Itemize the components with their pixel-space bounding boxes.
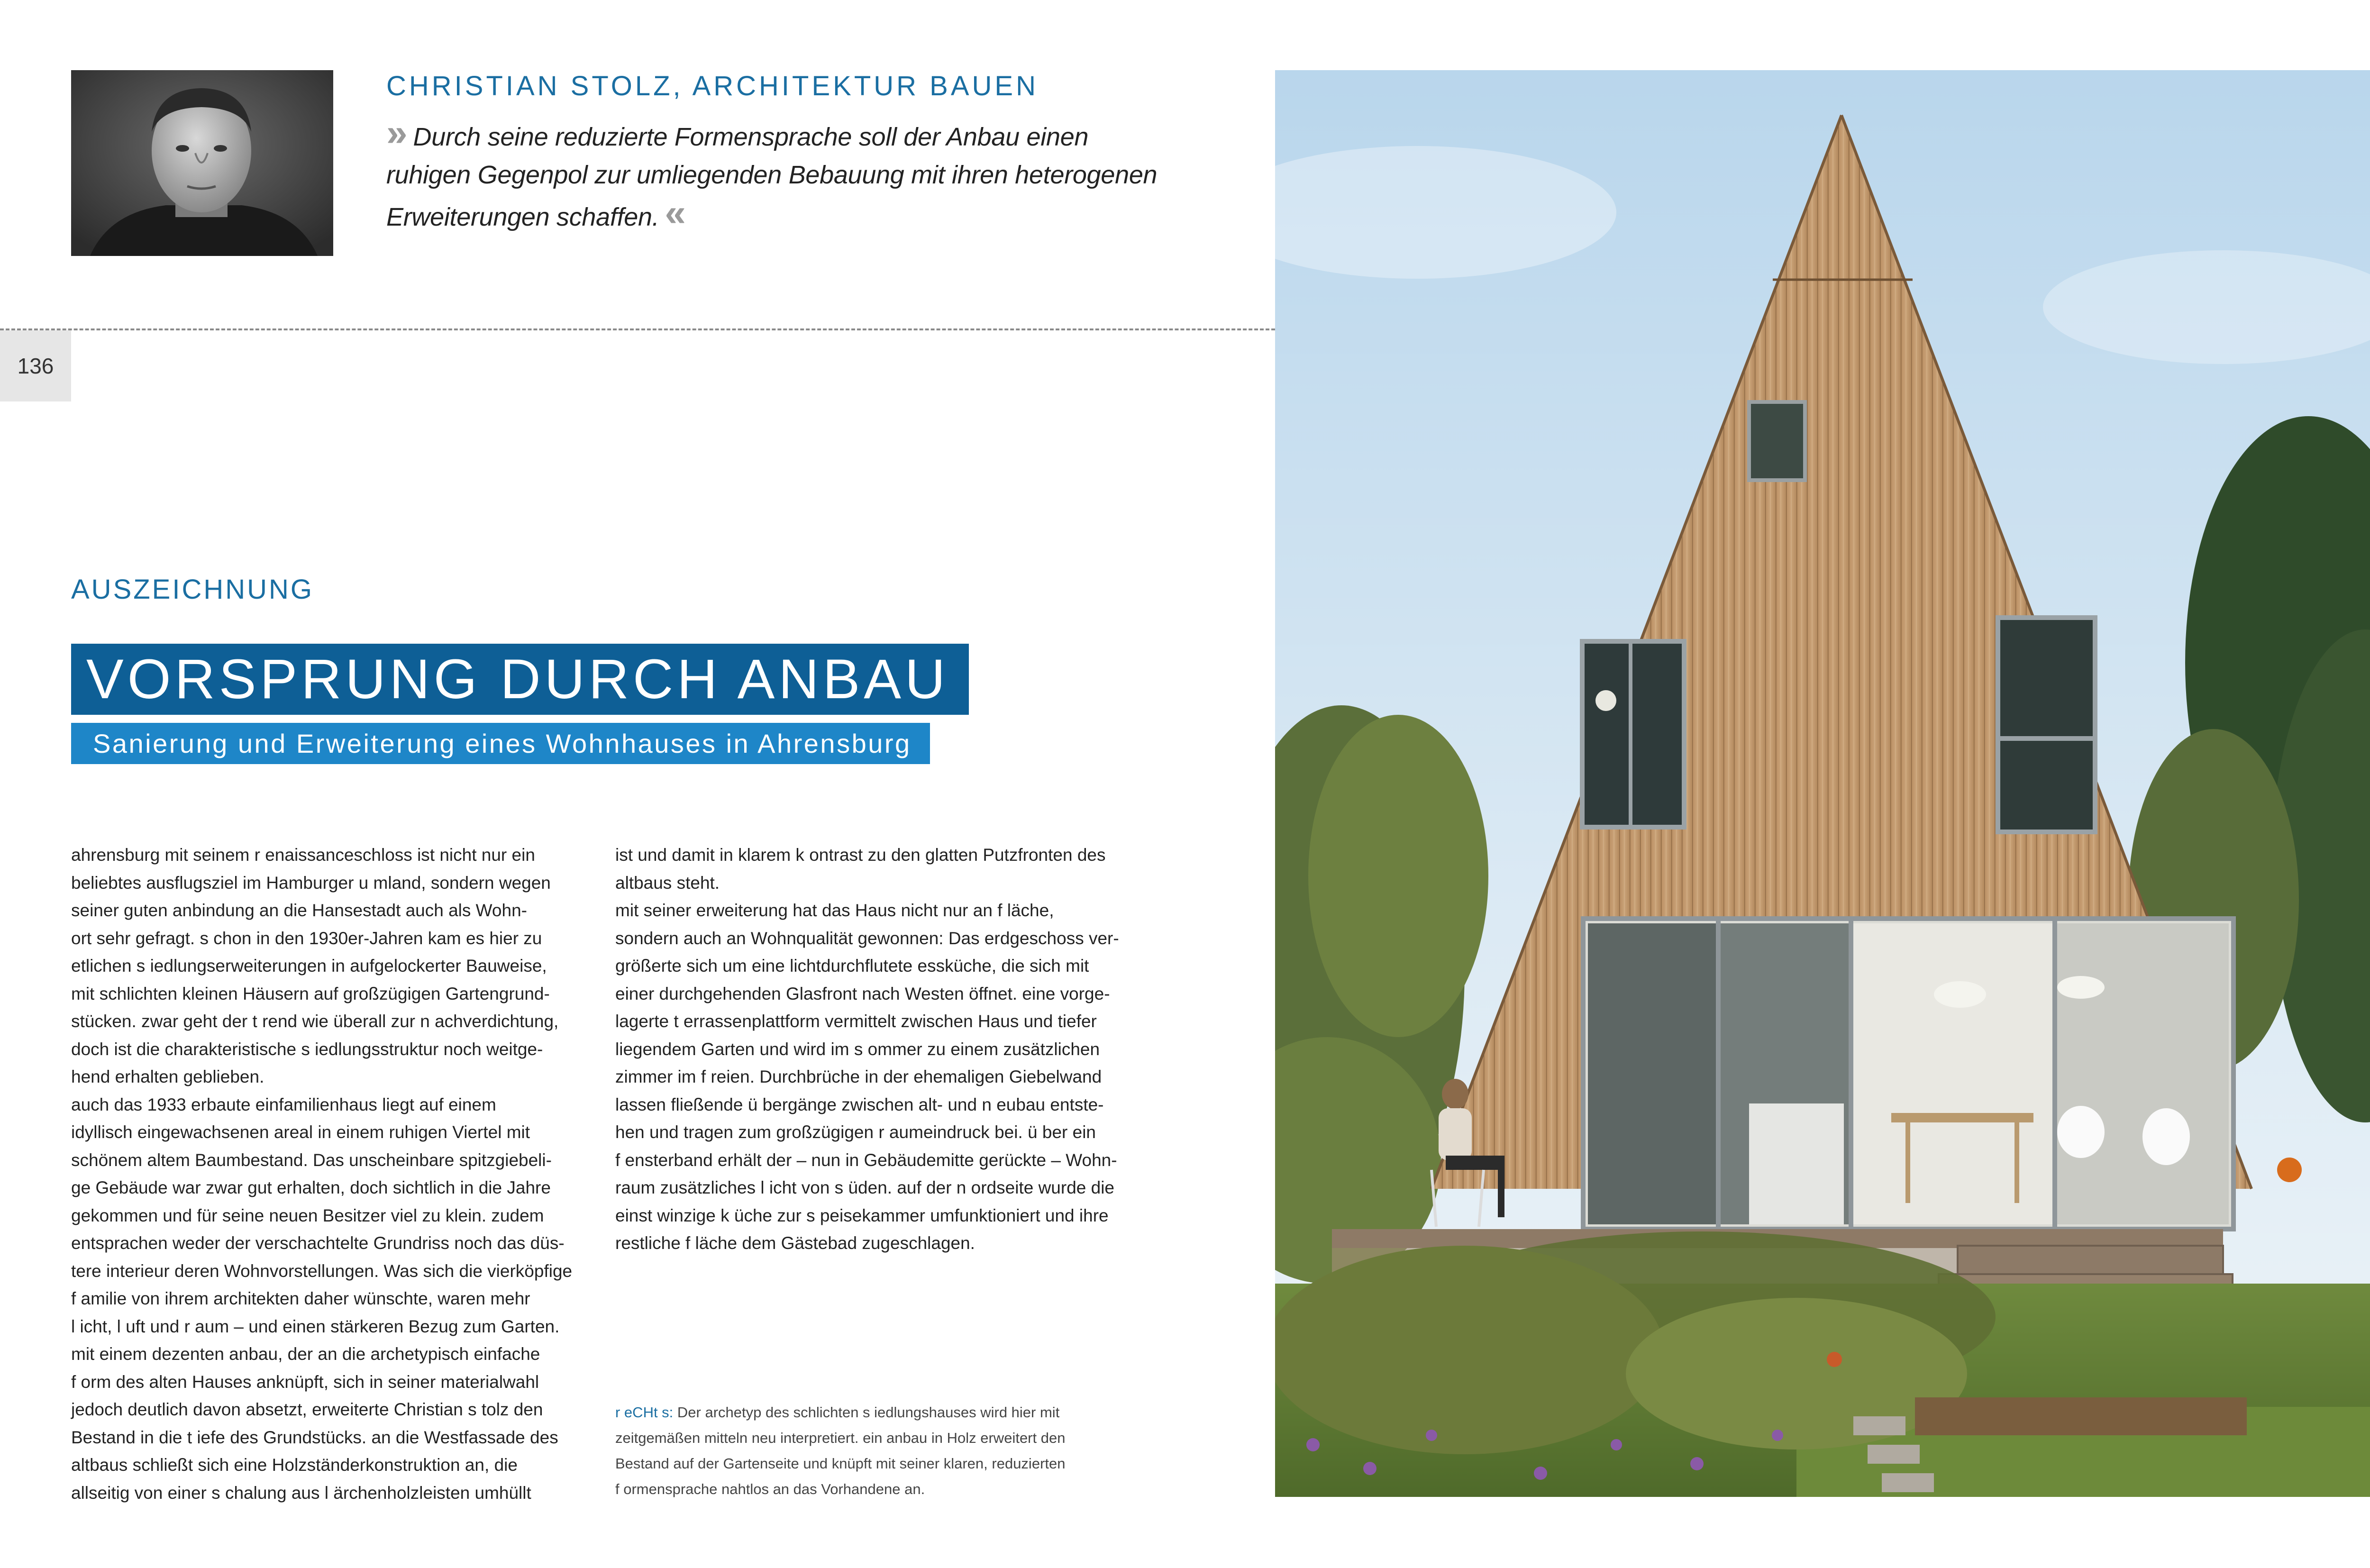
double-chevron-right-icon: » [386,111,400,154]
body-line: ahrensburg mit seinem r enaissanceschloss ist nicht nur ein [71,845,535,865]
caption-line-4: f ormensprache nahtlos an das Vorhandene an. [615,1481,925,1497]
author-portrait [71,70,333,256]
page-number: 136 [17,354,54,378]
body-line: lagerte t errassenplattform vermittelt zwischen Haus und tiefer [615,1012,1097,1031]
body-line: hend erhalten geblieben. [71,1067,264,1086]
body-line: ort sehr gefragt. s chon in den 1930er-Jahren kam es hier zu [71,928,542,948]
body-line: Bestand in die t iefe des Grundstücks. an die Westfassade des [71,1427,558,1447]
quote-line-2: ruhigen Gegenpol zur umliegenden Bebauung mit ihren heterogenen [386,161,1158,189]
caption-line-1: r eCHt s: Der archetyp des schlichten s iedlungshauses wird hier mit [615,1404,1060,1421]
body-line: gekommen und für seine neuen Besitzer viel zu klein. zudem [71,1205,544,1225]
body-line: zimmer im f reien. Durchbrüche in der ehemaligen Giebelwand [615,1067,1102,1086]
body-line: sondern auch an Wohnqualität gewonnen: Das erdgeschoss ver- [615,928,1119,948]
article-subtitle: Sanierung und Erweiterung eines Wohnhauses in Ahrensburg [93,729,912,758]
body-line: restliche f läche dem Gästebad zugeschlagen. [615,1233,975,1253]
double-chevron-left-icon: « [665,191,678,234]
body-line: f orm des alten Hauses anknüpft, sich in seiner materialwahl [71,1372,539,1392]
body-line: altbaus steht. [615,873,720,893]
body-line: mit einem dezenten anbau, der an die archetypisch einfache [71,1344,540,1364]
body-line: ge Gebäude war zwar gut erhalten, doch sichtlich in die Jahre [71,1178,551,1197]
caption-lead: r eCHt s: [615,1404,674,1421]
author-name: CHRISTIAN STOLZ, ARCHITEKTUR BAUEN [386,71,1039,101]
house-photo [1275,70,2370,1497]
body-line: doch ist die charakteristische s iedlungsstruktur noch weitge- [71,1039,543,1059]
body-line: etlichen s iedlungserweiterungen in aufgelockerter Bauweise, [71,956,547,975]
body-line: allseitig von einer s chalung aus l ärchenholzleisten umhüllt [71,1483,531,1503]
body-line: mit schlichten kleinen Häusern auf großzügigen Gartengrund- [71,984,550,1003]
quote-line-3: Erweiterungen schaffen. [386,203,659,231]
dashed-divider [0,328,1275,330]
caption-line-2: zeitgemäßen mitteln neu interpretiert. ein anbau in Holz erweitert den [615,1430,1066,1446]
body-line: raum zusätzliches l icht von s üden. auf der n ordseite wurde die [615,1178,1115,1197]
body-line: seiner guten anbindung an die Hansestadt auch als Wohn- [71,901,527,920]
body-line: tere interieur deren Wohnvorstellungen. Was sich die vierköpfige [71,1261,573,1281]
body-line: einer durchgehenden Glasfront nach Westen öffnet. eine vorge- [615,984,1110,1003]
body-line: altbaus schließt sich eine Holzständerkonstruktion an, die [71,1455,518,1475]
body-line: mit seiner erweiterung hat das Haus nicht nur an f läche, [615,901,1054,920]
quote-line-1: Durch seine reduzierte Formensprache soll der Anbau einen [413,123,1089,151]
body-line: f amilie von ihrem architekten daher wünschte, waren mehr [71,1289,530,1308]
body-line: hen und tragen zum großzügigen r aumeindruck bei. ü ber ein [615,1122,1096,1142]
body-line: schönem altem Baumbestand. Das unscheinbare spitzgiebeli- [71,1150,552,1170]
body-line: entsprachen weder der verschachtelte Grundriss noch das düs- [71,1233,565,1253]
pull-quote [386,111,1173,236]
body-line: größerte sich um eine lichtdurchflutete essküche, die sich mit [615,956,1089,975]
body-line: auch das 1933 erbaute einfamilienhaus liegt auf einem [71,1094,496,1114]
photo-caption [615,1400,1151,1502]
body-column-2 [615,841,1151,1258]
article-title: VORSPRUNG DURCH ANBAU [86,648,949,711]
body-line: beliebtes ausflugsziel im Hamburger u mland, sondern wegen [71,873,551,893]
body-column-1 [71,841,597,1507]
body-line: idyllisch eingewachsenen areal in einem ruhigen Viertel mit [71,1122,530,1142]
article-kicker: AUSZEICHNUNG [71,574,314,605]
body-line: jedoch deutlich davon absetzt, erweiterte Christian s tolz den [71,1400,543,1419]
body-line: l icht, l uft und r aum – und einen stärkeren Bezug zum Garten. [71,1316,560,1336]
body-line: liegendem Garten und wird im s ommer zu einem zusätzlichen [615,1039,1100,1059]
body-line: stücken. zwar geht der t rend wie überall zur n achverdichtung, [71,1012,559,1031]
body-line: einst winzige k üche zur s peisekammer umfunktioniert und ihre [615,1205,1109,1225]
body-line: ist und damit in klarem k ontrast zu den glatten Putzfronten des [615,845,1106,865]
caption-line-3: Bestand auf der Gartenseite und knüpft mit seiner klaren, reduzierten [615,1455,1066,1472]
body-line: lassen fließende ü bergänge zwischen alt- und n eubau entste- [615,1094,1104,1114]
body-line: f ensterband erhält der – nun in Gebäudemitte gerückte – Wohn- [615,1150,1117,1170]
